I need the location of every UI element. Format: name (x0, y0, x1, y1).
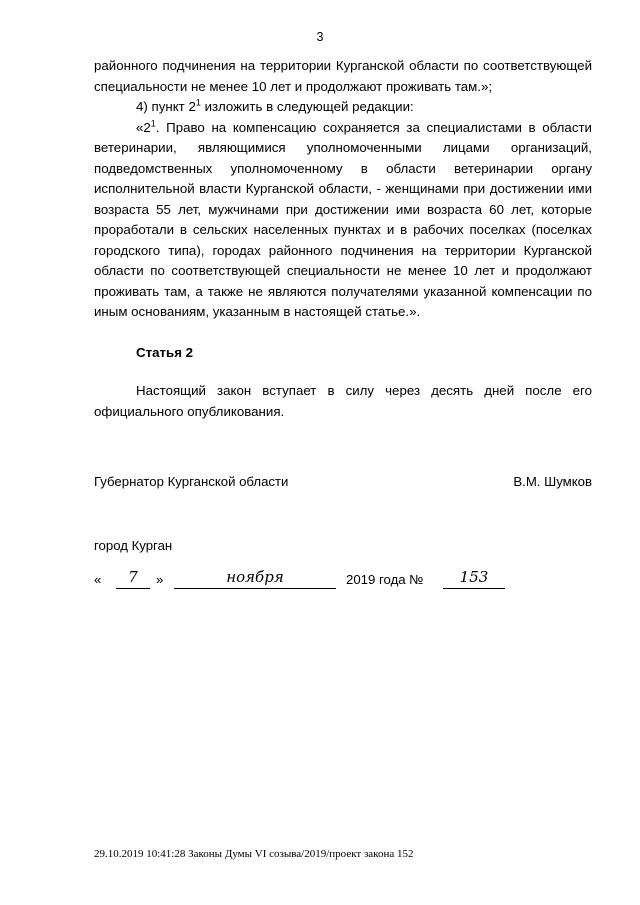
footer-metadata: 29.10.2019 10:41:28 Законы Думы VI созыва/2019/проект закона 152 (94, 848, 414, 860)
article-heading: Статья 2 (136, 344, 194, 360)
paragraph-item-4-text-before: 4) пункт 2 (136, 99, 196, 114)
date-month-handwritten: ноября (174, 568, 336, 589)
paragraph-item-4-text-after: изложить в следующей редакции: (200, 99, 414, 114)
date-line (94, 570, 514, 596)
signature-row (94, 474, 592, 498)
article-body: Настоящий закон вступает в силу через десять дней после его официального опубликования. (94, 383, 592, 419)
paragraph-item-4 (94, 97, 592, 118)
page-number: 3 (316, 30, 324, 44)
signature-name: В.М. Шумков (513, 474, 592, 489)
date-day-handwritten: 7 (116, 568, 150, 589)
paragraph-quoted-clause-text-before: «2 (136, 119, 151, 135)
quote-close: » (156, 572, 164, 587)
signature-position: Губернатор Курганской области (94, 474, 289, 489)
city-line: город Курган (94, 538, 173, 553)
document-body (94, 56, 592, 422)
superscript-1: 1 (150, 118, 156, 129)
date-year-label: 2019 года № (346, 572, 424, 587)
paragraph-quoted-clause (94, 118, 592, 323)
document-number-handwritten: 153 (443, 568, 505, 589)
paragraph-continuation: районного подчинения на территории Курганской области по соответствующей специальности не менее 10 лет и продолжают проживать там.»; (94, 58, 592, 94)
paragraph-quoted-clause-text-after: . Право на компенсацию сохраняется за специалистами в области ветеринарии, являющимися уполномоченными лицами организаций, подведомственных уполномоченному в области ветеринарии органу исполнительной власти Курганской области, - женщинами при достижении ими возраста 55 лет, мужчинами при достижении ими возраста 60 лет, которые проработали в сельских населенных пунктах и в рабочих поселках (поселках городского типа), городах районного подчинения на территории Курганской области по соответствующей специальности не менее 10 лет и продолжают проживать там, а также не являются получателями указанной компенсации по иным основаниям, указанным в настоящей статье.». (94, 119, 592, 319)
spacer (94, 363, 592, 381)
signature-block (94, 474, 592, 498)
quote-open: « (94, 572, 102, 587)
superscript-1: 1 (195, 97, 201, 108)
spacer (94, 323, 592, 343)
